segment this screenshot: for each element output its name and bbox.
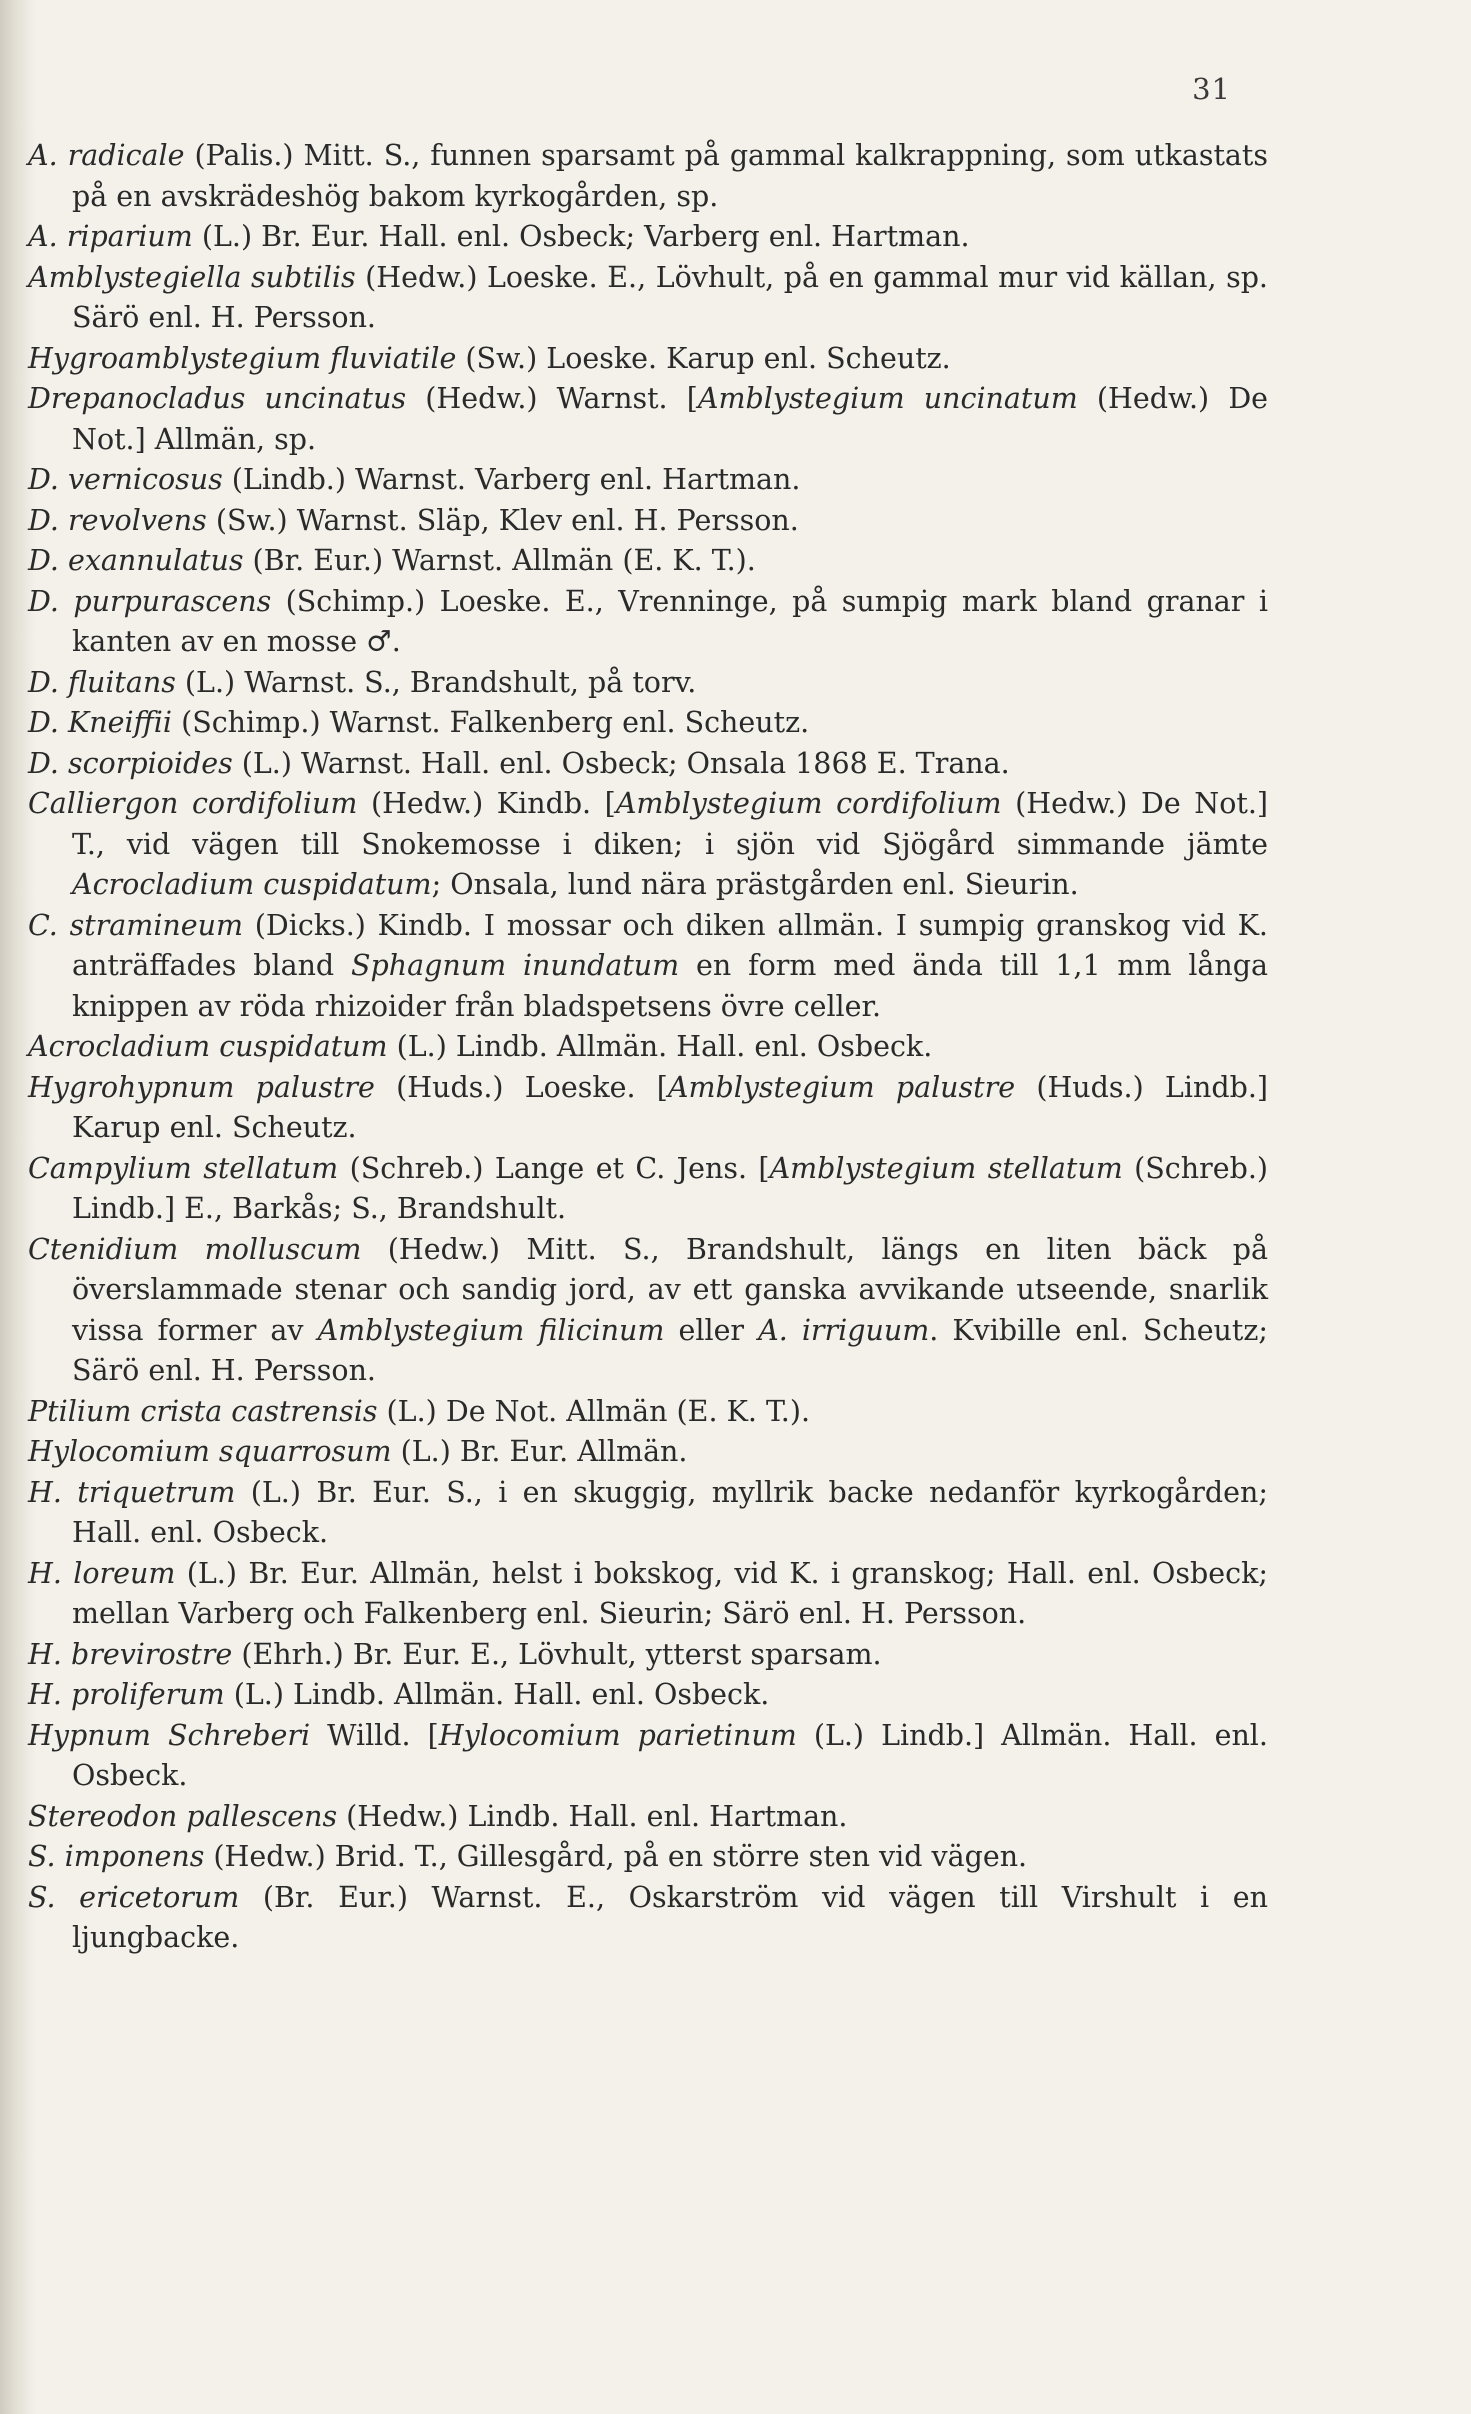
- species-entry: A. radicale (Palis.) Mitt. S., funnen sparsamt på gammal kalkrappning, som utkastats på en avskrädeshög bakom kyrkogården, sp.: [28, 139, 1268, 213]
- species-entry: H. brevirostre (Ehrh.) Br. Eur. E., Lövhult, ytterst sparsam.: [28, 1637, 882, 1671]
- species-list: [28, 136, 1268, 1959]
- species-entry: Ptilium crista castrensis (L.) De Not. Allmän (E. K. T.).: [28, 1394, 811, 1428]
- species-entry: H. triquetrum (L.) Br. Eur. S., i en skuggig, myllrik backe nedanför kyrkogården; Hall. enl. Osbeck.: [28, 1475, 1268, 1549]
- species-entry: Hygrohypnum palustre (Huds.) Loeske. [Amblystegium palustre (Huds.) Lindb.] Karup enl. Scheutz.: [28, 1070, 1268, 1144]
- page-number: 31: [1192, 72, 1231, 106]
- species-entry: H. loreum (L.) Br. Eur. Allmän, helst i bokskog, vid K. i granskog; Hall. enl. Osbeck; mellan Varberg och Falkenberg enl. Sieurin; Särö enl. H. Persson.: [28, 1556, 1268, 1630]
- species-entry: D. revolvens (Sw.) Warnst. Släp, Klev enl. H. Persson.: [28, 503, 799, 537]
- species-entry: D. purpurascens (Schimp.) Loeske. E., Vrenninge, på sumpig mark bland granar i kanten av en mosse ♂.: [28, 584, 1268, 658]
- species-entry: Stereodon pallescens (Hedw.) Lindb. Hall. enl. Hartman.: [28, 1799, 848, 1833]
- species-entry: H. proliferum (L.) Lindb. Allmän. Hall. enl. Osbeck.: [28, 1678, 770, 1711]
- species-entry: Hypnum Schreberi Willd. [Hylocomium parietinum (L.) Lindb.] Allmän. Hall. enl. Osbeck.: [28, 1718, 1268, 1792]
- species-entry: D. exannulatus (Br. Eur.) Warnst. Allmän (E. K. T.).: [28, 544, 756, 577]
- species-entry: S. ericetorum (Br. Eur.) Warnst. E., Oskarström vid vägen till Virshult i en ljungbacke.: [28, 1880, 1268, 1954]
- species-entry: Hygroamblystegium fluviatile (Sw.) Loeske. Karup enl. Scheutz.: [28, 341, 951, 375]
- species-entry: Calliergon cordifolium (Hedw.) Kindb. [Amblystegium cordifolium (Hedw.) De Not.] T., vid vägen till Snokemosse i diken; i sjön vid Sjögård simmande jämte Acrocladium cuspidatum; Onsala, lund nära prästgården enl. Sieurin.: [28, 787, 1268, 901]
- species-entry: Hylocomium squarrosum (L.) Br. Eur. Allmän.: [28, 1435, 688, 1468]
- species-entry: Campylium stellatum (Schreb.) Lange et C. Jens. [Amblystegium stellatum (Schreb.) Lindb.] E., Barkås; S., Brandshult.: [28, 1151, 1269, 1225]
- species-entry: S. imponens (Hedw.) Brid. T., Gillesgård, på en större sten vid vägen.: [28, 1840, 1028, 1873]
- species-entry: Ctenidium molluscum (Hedw.) Mitt. S., Brandshult, längs en liten bäck på överslammade stenar och sandig jord, av ett ganska avvikande utseende, snarlik vissa former av Amblystegium filicinum eller A. irriguum. Kvibille enl. Scheutz; Särö enl. H. Persson.: [28, 1232, 1268, 1387]
- species-entry: Drepanocladus uncinatus (Hedw.) Warnst. [Amblystegium uncinatum (Hedw.) De Not.] Allmän, sp.: [28, 382, 1269, 456]
- species-entry: D. scorpioides (L.) Warnst. Hall. enl. Osbeck; Onsala 1868 E. Trana.: [28, 746, 1010, 780]
- species-entry: Acrocladium cuspidatum (L.) Lindb. Allmän. Hall. enl. Osbeck.: [28, 1030, 933, 1063]
- species-entry: A. riparium (L.) Br. Eur. Hall. enl. Osbeck; Varberg enl. Hartman.: [28, 220, 970, 253]
- species-entry: D. Kneiffii (Schimp.) Warnst. Falkenberg enl. Scheutz.: [28, 706, 810, 739]
- species-entry: D. fluitans (L.) Warnst. S., Brandshult, på torv.: [28, 665, 697, 699]
- species-entry: C. stramineum (Dicks.) Kindb. I mossar och diken allmän. I sumpig granskog vid K. anträffades bland Sphagnum inundatum en form med ända till 1,1 mm långa knippen av röda rhizoider från bladspetsens övre celler.: [28, 908, 1269, 1023]
- species-entry: D. vernicosus (Lindb.) Warnst. Varberg enl. Hartman.: [28, 463, 801, 496]
- species-entry: Amblystegiella subtilis (Hedw.) Loeske. E., Lövhult, på en gammal mur vid källan, sp. Särö enl. H. Persson.: [28, 260, 1268, 334]
